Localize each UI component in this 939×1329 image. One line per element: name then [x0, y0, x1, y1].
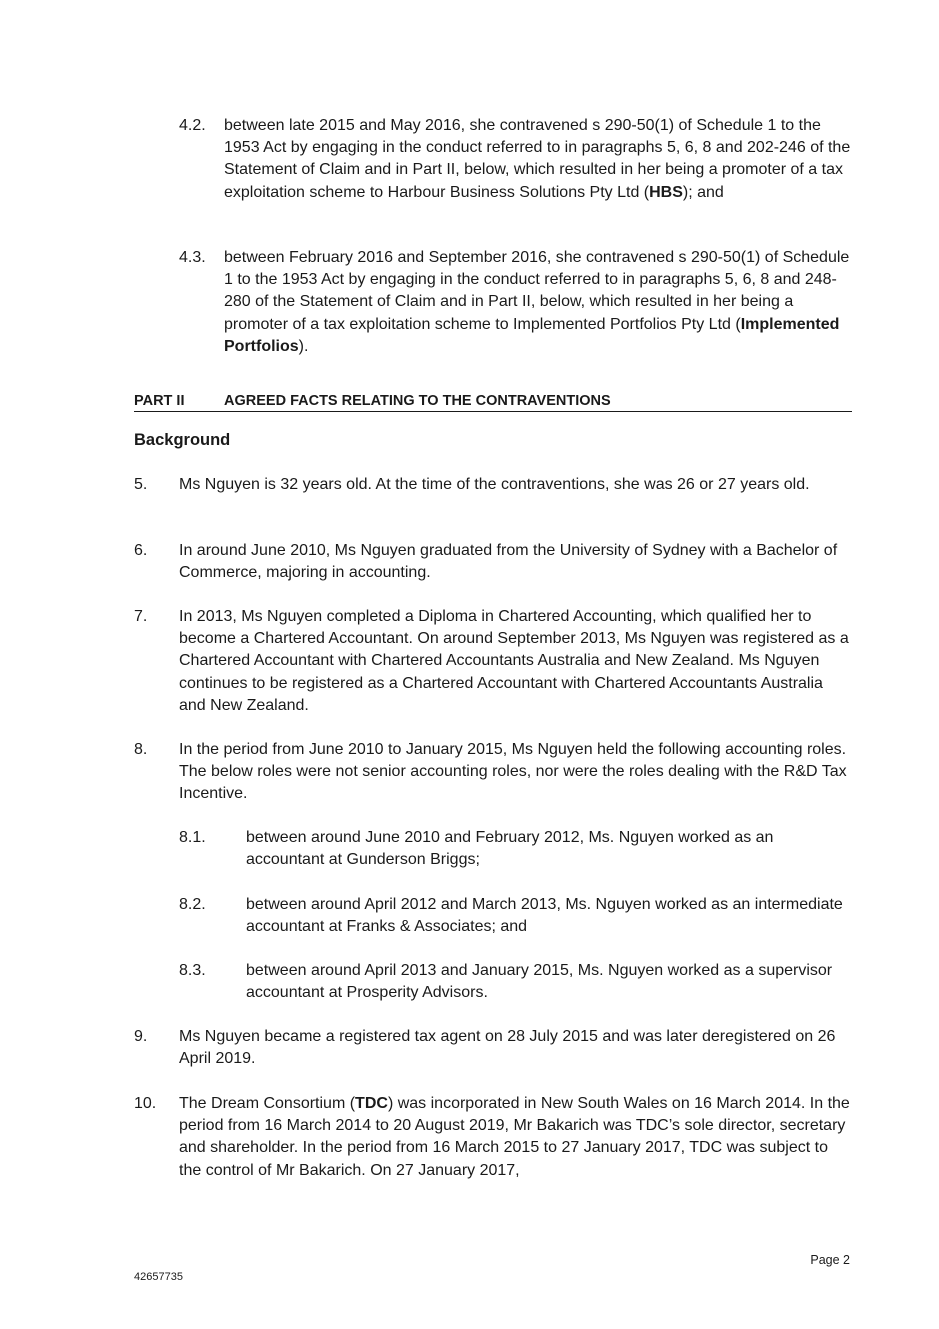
role-item-8-2 [179, 894, 855, 938]
role-text: between around April 2013 and January 2015, Ms. Nguyen worked as a supervisor accountant at Prosperity Advisors. [246, 962, 833, 1002]
sub-item-4-3 [179, 247, 855, 358]
document-id: 42657735 [134, 1271, 183, 1283]
paragraph-text: Ms Nguyen became a registered tax agent on 28 July 2015 and was later deregistered on 26 April 2019. [179, 1028, 836, 1068]
paragraph-10 [134, 1093, 853, 1182]
paragraph-text: In around June 2010, Ms Nguyen graduated from the University of Sydney with a Bachelor of Commerce, majoring in accounting. [179, 542, 838, 582]
paragraph-number: 9. [134, 1028, 148, 1045]
paragraph-number: 10. [134, 1095, 157, 1112]
paragraph-number: 8. [134, 741, 148, 758]
paragraph-5 [134, 474, 853, 496]
role-item-8-1 [179, 827, 855, 871]
paragraph-text: In 2013, Ms Nguyen completed a Diploma in Chartered Accounting, which qualified her to become a Chartered Accountant. On around September 2013, Ms Nguyen was registered as a Chartered Accountant with Chartered Accountants Australia and New Zealand. Ms Nguyen continues to be registered as a Chartered Accountant with Chartered Accountants Australia and New Zealand. [179, 608, 849, 714]
paragraph-9 [134, 1026, 853, 1070]
part-heading [134, 392, 852, 412]
role-item-8-3 [179, 960, 855, 1004]
role-text: between around June 2010 and February 2012, Ms. Nguyen worked as an accountant at Gunderson Briggs; [246, 829, 774, 869]
paragraph-number: 7. [134, 608, 148, 625]
role-number: 8.2. [179, 896, 206, 913]
defined-term: TDC [355, 1095, 388, 1112]
role-number: 8.3. [179, 962, 206, 979]
page-number: Page 2 [810, 1253, 850, 1267]
paragraph-number: 6. [134, 542, 148, 559]
role-text: between around April 2012 and March 2013, Ms. Nguyen worked as an intermediate accountant at Franks & Associates; and [246, 896, 843, 936]
paragraph-text: The Dream Consortium (TDC) was incorporated in New South Wales on 16 March 2014. In the period from 16 March 2014 to 20 August 2019, Mr Bakarich was TDC’s sole director, secretary and shareholder. In the period from 16 March 2015 to 27 January 2017, TDC was subject to the control of Mr Bakarich. On 27 January 2017, [179, 1095, 850, 1179]
defined-term: HBS [649, 183, 683, 201]
defined-term: Implemented Portfolios [224, 315, 840, 355]
paragraph-7 [134, 606, 853, 717]
sub-item-text: between February 2016 and September 2016, she contravened s 290-50(1) of Schedule 1 to the 1953 Act by engaging in the conduct referred to in paragraphs 5, 6, 8 and 248-280 of the Statement of Claim and in Part II, below, which resulted in her being a promoter of a tax exploitation scheme to Implemented Portfolios Pty Ltd (Implemented Portfolios). [224, 249, 850, 355]
sub-item-number: 4.3. [179, 249, 206, 266]
section-heading: Background [134, 431, 231, 449]
part-number: PART II [134, 393, 185, 409]
paragraph-text: Ms Nguyen is 32 years old. At the time of the contraventions, she was 26 or 27 years old. [179, 476, 810, 493]
sub-item-number: 4.2. [179, 117, 206, 134]
sub-item-4-2 [179, 115, 855, 204]
part-title: AGREED FACTS RELATING TO THE CONTRAVENTIONS [224, 393, 611, 409]
paragraph-6 [134, 540, 853, 584]
paragraph-8 [134, 739, 853, 806]
paragraph-text: In the period from June 2010 to January 2015, Ms Nguyen held the following accounting roles. The below roles were not senior accounting roles, nor were the roles dealing with the R&D Tax Incentive. [179, 741, 847, 803]
paragraph-number: 5. [134, 476, 148, 493]
sub-item-text: between late 2015 and May 2016, she contravened s 290-50(1) of Schedule 1 to the 1953 Act by engaging in the conduct referred to in paragraphs 5, 6, 8 and 202-246 of the Statement of Claim and in Part II, below, which resulted in her being a promoter of a tax exploitation scheme to Harbour Business Solutions Pty Ltd (HBS); and [224, 117, 851, 201]
role-number: 8.1. [179, 829, 206, 846]
